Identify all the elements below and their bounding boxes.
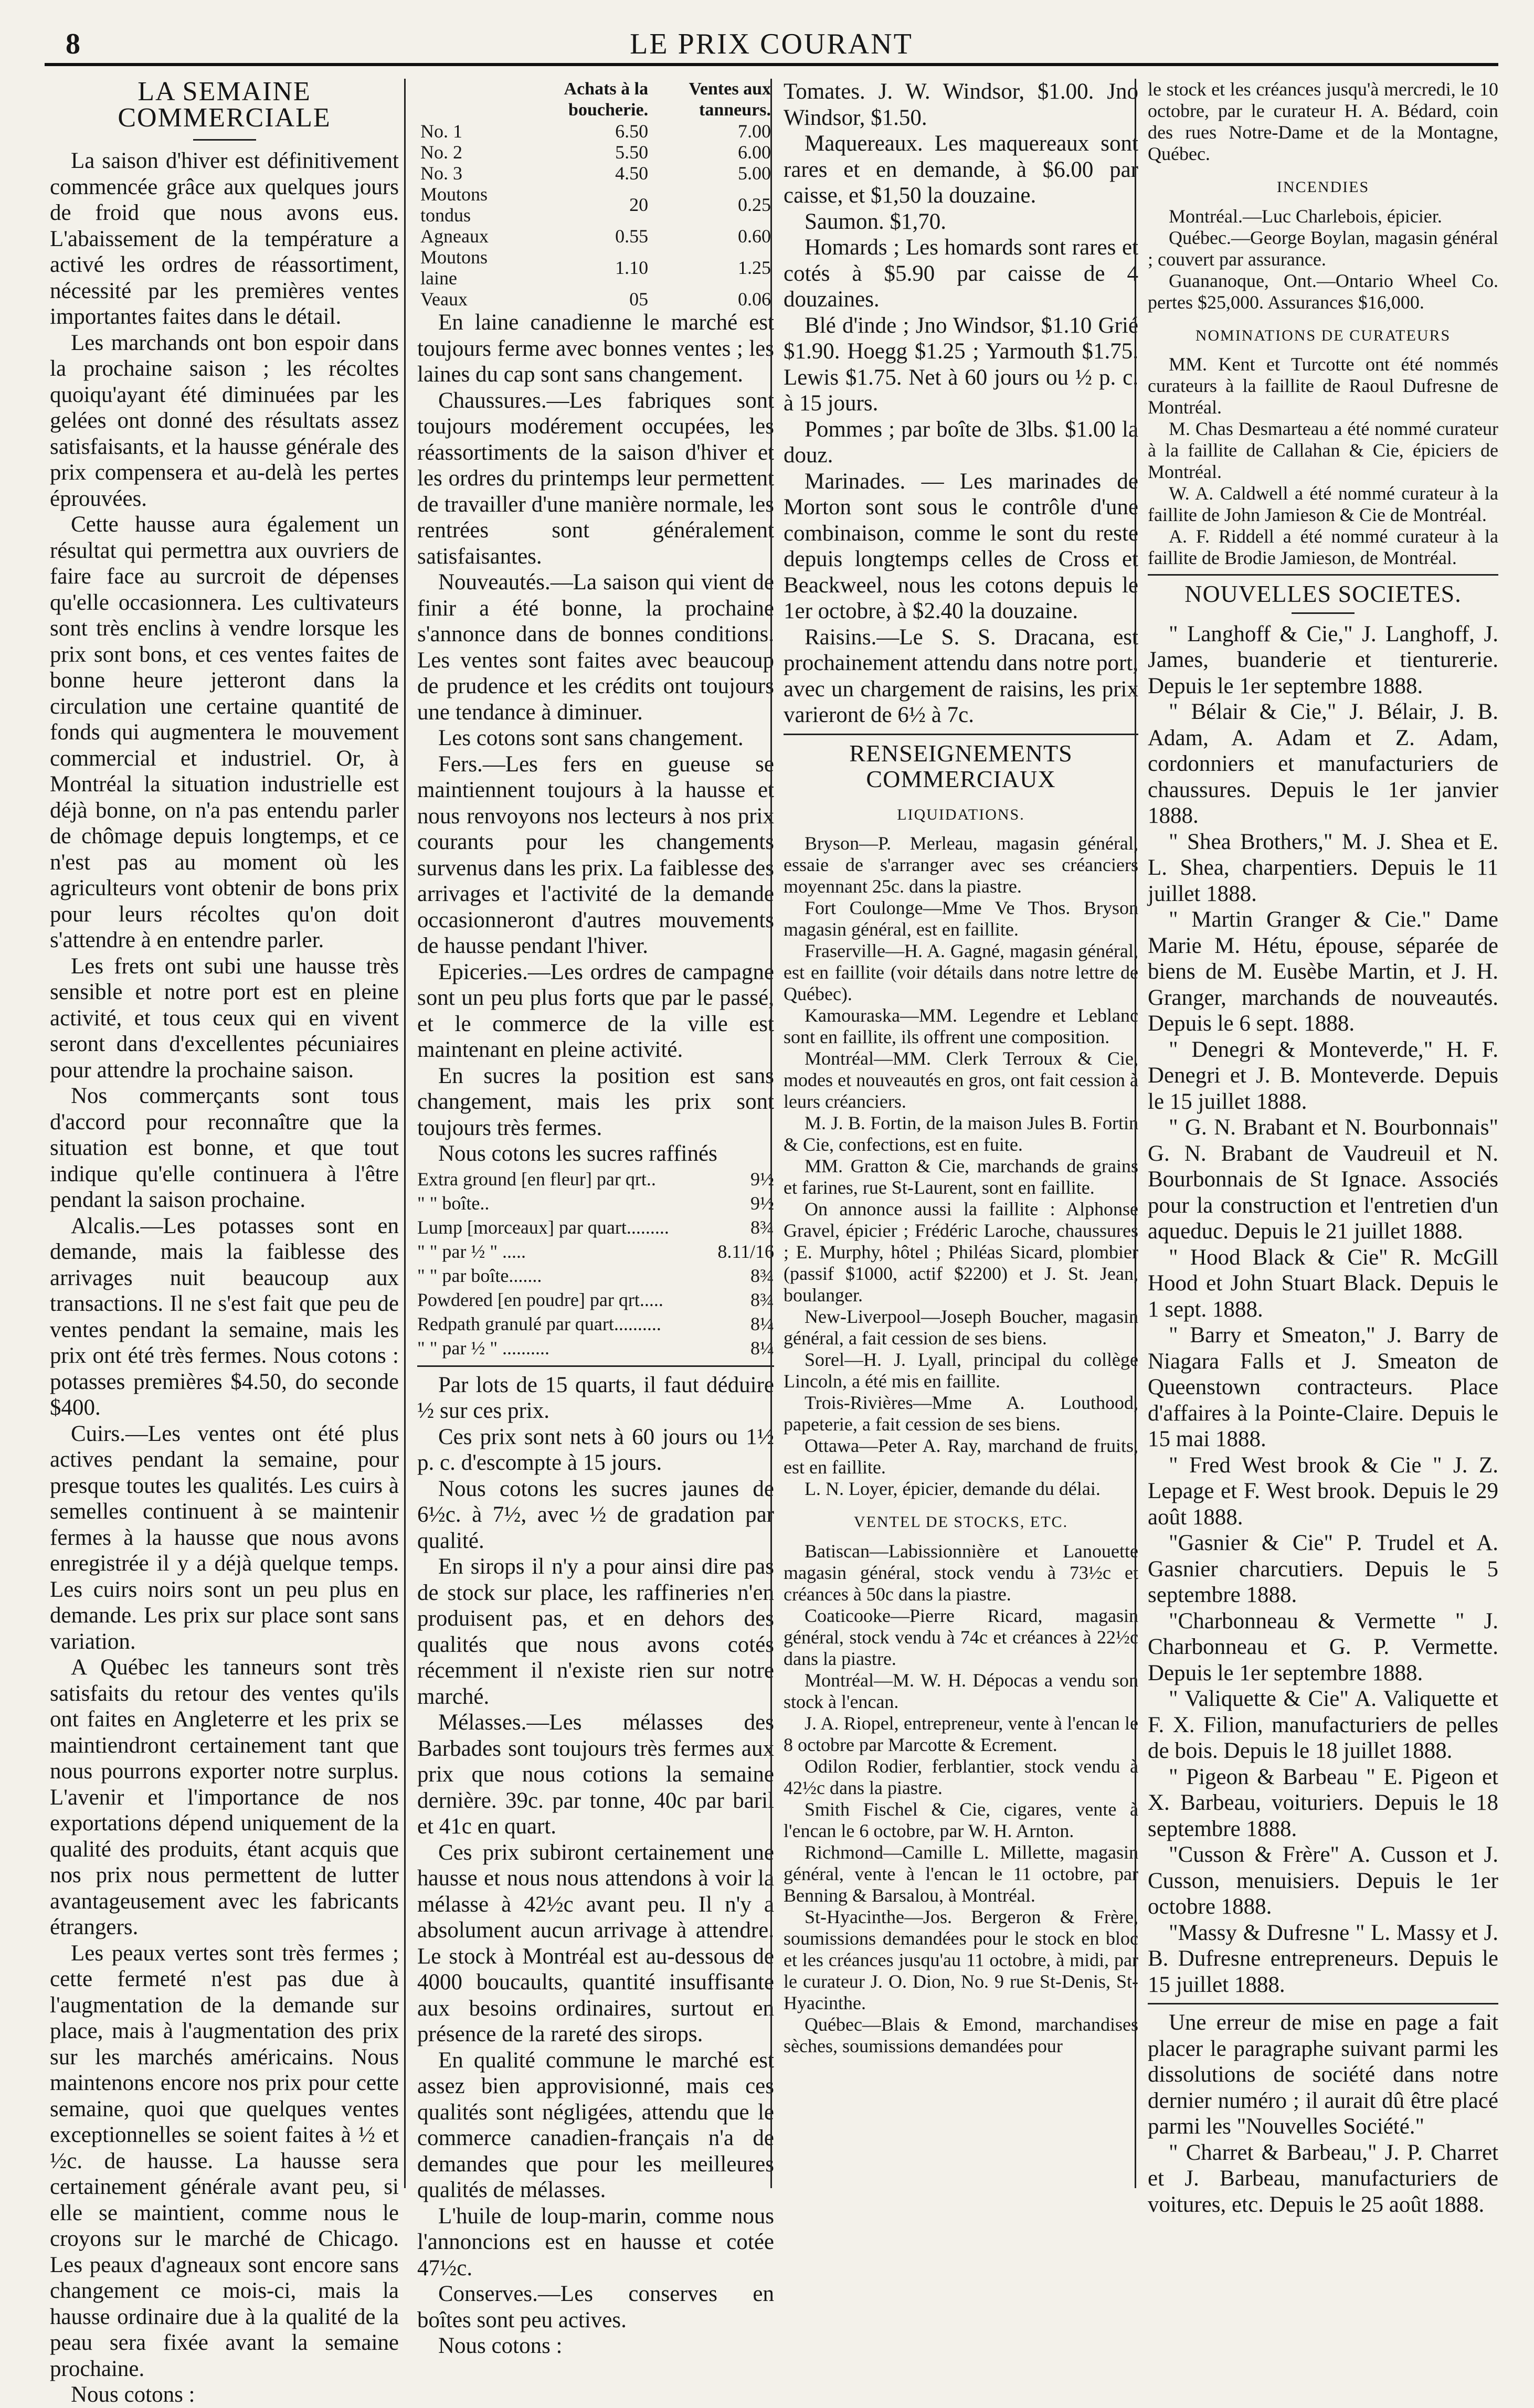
incendies-heading: INCENDIES bbox=[1276, 178, 1370, 196]
sugar-label: Powdered [en poudre] par qrt..... bbox=[417, 1289, 663, 1310]
section-rule bbox=[1148, 574, 1498, 576]
table-cell: 5.00 bbox=[738, 163, 771, 184]
article-paragraph: Nous cotons les sucres raffinés bbox=[438, 1141, 717, 1166]
article-paragraph: Maquereaux. Les maquereaux sont rares et en demande, à $6.00 par caisse, et $1,50 la douzaine. bbox=[784, 131, 1138, 208]
list-item: "Charbonneau & Vermette " J. Charbonneau et G. P. Vermette. Depuis le 1er septembre 1888. bbox=[1148, 1608, 1498, 1685]
cuirs-paragraph: Cuirs.—Les ventes ont été plus actives pendant la semaine, pour presque toutes les qualités. Les cuirs à semelles continuent à se maintenir fermes à la hausse que nous avons enregistrée il y a déjà quelque temps. Les cuirs noirs sont un peu plus en demande. Les prix sur place sont sans variation. bbox=[50, 1421, 399, 1654]
column-2 bbox=[404, 79, 784, 2358]
sugar-label: " " boîte.. bbox=[417, 1192, 490, 1214]
article-paragraph: Blé d'inde ; Jno Windsor, $1.10 Grié $1.90. Hoegg $1.25 ; Yarmouth $1.75. Lewis $1.75. Net à 60 jours ou ½ p. c. à 15 jours. bbox=[784, 313, 1138, 416]
article-paragraph: En sucres la position est sans changement, mais les prix sont toujours très fermes. bbox=[417, 1063, 774, 1140]
marinades-paragraph: Marinades. — Les marinades de Morton sont sous le contrôle d'une combinaison, comme le sont du reste depuis longtemps celles de Cross et Beackweel, nous les cotons depuis le 1er octobre, à $2.40 la douzaine. bbox=[784, 469, 1138, 623]
list-item: St-Hyacinthe—Jos. Bergeron & Frère, soumissions demandées pour le stock en bloc et les créances jusqu'au 11 octobre, à midi, par le curateur J. O. Dion, No. 9 rue St-Denis, St-Hyacinthe. bbox=[784, 1906, 1138, 2013]
article-paragraph: Ces prix subiront certainement une hausse et nous nous attendons à voir la mélasse à 42½c avant peu. Il n'y a absolument aucun arrivage à attendre. Le stock à Montréal est au-dessous de 4000 boucaults, quantité insuffisante aux besoins ordinaires, surtout en présence de la rareté des sirops. bbox=[417, 1840, 774, 2046]
list-item: Richmond—Camille L. Millette, magasin général, vente à l'encan le 11 octobre, par Benning & Barsalou, à Montréal. bbox=[784, 1841, 1138, 1906]
sugar-label: " " par ½ " ..... bbox=[417, 1240, 526, 1262]
list-item: "Cusson & Frère" A. Cusson et J. Cusson, menuisiers. Depuis le 1er octobre 1888. bbox=[1148, 1842, 1498, 1919]
table-cell: No. 2 bbox=[420, 142, 462, 163]
list-item: MM. Kent et Turcotte ont été nommés curateurs à la faillite de Raoul Dufresne de Montréal. bbox=[1148, 354, 1498, 418]
ventes-heading: VENTEL DE STOCKS, ETC. bbox=[853, 1513, 1068, 1531]
liquidations-heading: LIQUIDATIONS. bbox=[897, 805, 1025, 823]
table-header: Achats à la boucherie. bbox=[564, 79, 649, 120]
table-cell: 0.60 bbox=[738, 226, 771, 247]
list-item: M. J. B. Fortin, de la maison Jules B. Fortin & Cie, confections, est en fuite. bbox=[784, 1112, 1138, 1155]
article-paragraph: Les frets ont subi une hausse très sensible et notre port est en pleine activité, et tous ceux qui en vivent seront dans d'excellentes pécuniaires pour attendre la prochaine saison. bbox=[50, 953, 399, 1083]
sugar-label: Extra ground [en fleur] par qrt.. bbox=[417, 1168, 656, 1190]
list-item: On annonce aussi la faillite : Alphonse Gravel, épicier ; Frédéric Laroche, chaussures ; E. Murphy, hôtel ; Philéas Sicard, plombier (passif $1000, actif $2200) et J. St. Jean, boulanger. bbox=[784, 1198, 1138, 1306]
list-item: Coaticooke—Pierre Ricard, magasin général, stock vendu à 74c et créances à 22½c dans la piastre. bbox=[784, 1605, 1138, 1669]
fers-paragraph: Fers.—Les fers en gueuse se maintiennent toujours à la hausse et nous renvoyons nos lecteurs à nos prix courants pour les changements survenus dans les prix. La faiblesse des arrivages et l'activité de la demande occasionneront d'autres mouvements de hausse pendant l'hiver. bbox=[417, 751, 774, 958]
list-item: Trois-Rivières—Mme A. Louthood, papeterie, a fait cession de ses biens. bbox=[784, 1392, 1138, 1435]
list-item: Bryson—P. Merleau, magasin général, essaie de s'arranger avec ses créanciers moyennant 25c. dans la piastre. bbox=[784, 833, 1138, 897]
table-cell: Moutons laine bbox=[420, 247, 488, 289]
list-item: " Denegri & Monteverde," H. F. Denegri et J. B. Monteverde. Depuis le 15 juillet 1888. bbox=[1148, 1037, 1498, 1114]
renseignements-heading: RENSEIGNEMENTS COMMERCIAUX bbox=[849, 739, 1073, 792]
sugar-price: 8¾ bbox=[750, 1216, 774, 1238]
list-item: New-Liverpool—Joseph Boucher, magasin général, a fait cession de ses biens. bbox=[784, 1306, 1138, 1349]
societes-heading: NOUVELLES SOCIETES. bbox=[1184, 580, 1462, 607]
article-paragraph: Cette hausse aura également un résultat qui permettra aux ouvriers de faire face au surcroit de dépenses qu'elle occasionnera. Les cultivateurs sont très enclins à vendre lorsque les prix sont bons, et ces ventes faites de bonne heure jetteront dans la circulation une certaine quantité de fonds qui augmentera le mouvement commercial et industriel. Or, à Montréal la situation industrielle est déjà bonne, on n'a pas entendu parler de chômage depuis longtemps, et ce n'est pas au moment où les agriculteurs vont obtenir de bons prix pour leurs récoltes qu'on doit s'attendre à en entendre parler. bbox=[50, 512, 399, 952]
article-paragraph: Homards ; Les homards sont rares et cotés à $5.90 par caisse de 4 douzaines. bbox=[784, 235, 1138, 312]
article-paragraph: L'huile de loup-marin, comme nous l'annoncions est en hausse et cotée 47½c. bbox=[417, 2203, 774, 2280]
list-item: Québec.—George Boylan, magasin général ; couvert par assurance. bbox=[1148, 227, 1498, 270]
sugar-price: 8¾ bbox=[750, 1265, 774, 1286]
section-rule bbox=[784, 734, 1138, 735]
table-cell: 0.55 bbox=[615, 226, 649, 247]
list-item bbox=[417, 1312, 774, 1336]
peaux-paragraph: Les peaux vertes sont très fermes ; cette fermeté n'est pas due à l'augmentation de la demande sur place, mais à l'augmentation des prix sur les marchés américains. Nous maintenons encore nos prix pour cette semaine, quoi que quelques ventes exceptionnelles se soient faites à ½ et ½c. de hausse. La hausse sera certainement générale avant peu, si elle se maintient, comme nous le croyons sur le marché de Chicago. Les peaux d'agneaux sont encore sans changement ce mois-ci, mais la hausse ordinaire due à la qualité de la peau sera fixée avant la semaine prochaine. bbox=[50, 1940, 399, 2381]
list-item: Smith Fischel & Cie, cigares, vente à l'encan le 6 octobre, par W. H. Arnton. bbox=[784, 1798, 1138, 1841]
table-cell: No. 1 bbox=[420, 121, 462, 142]
article-paragraph: Les cotons sont sans changement. bbox=[438, 726, 744, 750]
raisins-paragraph: Raisins.—Le S. S. Dracana, est prochainement attendu dans notre port, avec un chargement de raisins, les prix varieront de 6½ à 7c. bbox=[784, 624, 1138, 727]
table-header: Ventes aux tanneurs. bbox=[689, 79, 771, 120]
list-item: " Bélair & Cie," J. Bélair, J. B. Adam, A. Adam et Z. Adam, cordonniers et manufacturiers de chaussures. Depuis le 1er janvier 1888. bbox=[1148, 699, 1498, 828]
table-cell: 1.25 bbox=[738, 257, 771, 278]
alcalis-paragraph: Alcalis.—Les potasses sont en demande, mais la faiblesse des arrivages nuit beaucoup aux transactions. Il ne s'est fait que peu de ventes pendant la semaine, mais les prix ont été très fermes. Nous cotons : potasses premières $4.50, do seconde $400. bbox=[50, 1213, 399, 1420]
heading-rule bbox=[193, 139, 256, 141]
list-item: " G. N. Brabant et N. Bourbonnais" G. N. Brabant de Vaudreuil et N. Bourbonnais de St Ignace. Associés pour la construction et l'entretien d'un aqueduc. Depuis le 21 juillet 1888. bbox=[1148, 1115, 1498, 1244]
article-paragraph: Nous cotons : bbox=[438, 2333, 563, 2358]
article-paragraph: La saison d'hiver est définitivement commencée grâce aux quelques jours de froid que nous avons eus. L'abaissement de la température a activé les ordres de réassortiment, nécessité par les premières ventes importantes faites dans le détail. bbox=[50, 148, 399, 329]
hides-price-table bbox=[417, 79, 774, 310]
list-item bbox=[417, 1288, 774, 1312]
list-item: " Valiquette & Cie" A. Valiquette et F. X. Filion, manufacturiers de pelles de bois. Depuis le 18 juillet 1888. bbox=[1148, 1686, 1498, 1763]
table-cell: 6.00 bbox=[738, 142, 771, 163]
table-cell: 5.50 bbox=[615, 142, 649, 163]
list-item: Ottawa—Peter A. Ray, marchand de fruits, est en faillite. bbox=[784, 1435, 1138, 1478]
semaine-heading: LA SEMAINE COMMERCIALE bbox=[118, 77, 331, 133]
article-paragraph: Nos commerçants sont tous d'accord pour reconnaître que la situation est bonne, et que tout indique qu'elle continuera à l'être pendant la saison prochaine. bbox=[50, 1084, 399, 1212]
list-item: Montréal.—Luc Charlebois, épicier. bbox=[1169, 205, 1442, 227]
article-paragraph: En qualité commune le marché est assez bien approvisionné, mais ces qualités sont négligées, attendu que le commerce canadien-français n'a de demandes que pour les meilleures qualités de mélasses. bbox=[417, 2048, 774, 2202]
list-item: Sorel—H. J. Lyall, principal du collège Lincoln, a été mis en faillite. bbox=[784, 1349, 1138, 1392]
column-4 bbox=[1135, 79, 1498, 2217]
article-paragraph: En laine canadienne le marché est toujours ferme avec bonnes ventes ; les laines du cap sont sans changement. bbox=[417, 310, 774, 387]
table-cell: 1.10 bbox=[615, 257, 649, 278]
list-item: " Pigeon & Barbeau " E. Pigeon et X. Barbeau, voituriers. Depuis le 18 septembre 1888. bbox=[1148, 1764, 1498, 1841]
sugar-label: Redpath granulé par quart.......... bbox=[417, 1313, 661, 1334]
table-cell: 05 bbox=[629, 289, 649, 310]
article-paragraph: Nous cotons les sucres jaunes de 6½c. à 7½, avec ½ de gradation par qualité. bbox=[417, 1476, 774, 1553]
table-header bbox=[417, 79, 520, 121]
list-item: Fort Coulonge—Mme Ve Thos. Bryson magasin général, est en faillite. bbox=[784, 897, 1138, 940]
list-item: " Langhoff & Cie," J. Langhoff, J. James, buanderie et tienturerie. Depuis le 1er septembre 1888. bbox=[1148, 621, 1498, 698]
table-cell: No. 3 bbox=[420, 163, 462, 184]
table-cell: Veaux bbox=[420, 289, 468, 310]
table-cell: 0.06 bbox=[738, 289, 771, 310]
sugar-label: Lump [morceaux] par quart......... bbox=[417, 1216, 669, 1238]
article-paragraph: Tomates. J. W. Windsor, $1.00. Jno Windsor, $1.50. bbox=[784, 79, 1138, 130]
list-item: A. F. Riddell a été nommé curateur à la faillite de Brodie Jamieson, de Montréal. bbox=[1148, 526, 1498, 568]
list-item bbox=[417, 1215, 774, 1239]
article-paragraph: Pommes ; par boîte de 3lbs. $1.00 la douz. bbox=[784, 417, 1138, 468]
sugar-price: 8¼ bbox=[750, 1313, 774, 1334]
list-item: Fraserville—H. A. Gagné, magasin général, est en faillite (voir détails dans notre lettre de Québec). bbox=[784, 940, 1138, 1004]
table-row bbox=[417, 184, 774, 226]
list-item bbox=[417, 1191, 774, 1215]
list-item: Kamouraska—MM. Legendre et Leblanc sont en faillite, ils offrent une composition. bbox=[784, 1005, 1138, 1047]
table-cell: 0.25 bbox=[738, 194, 771, 215]
column-1 bbox=[45, 77, 408, 2407]
epiceries-paragraph: Epiceries.—Les ordres de campagne sont un peu plus forts que par le passé, et le commerce de la ville est maintenant en pleine activité. bbox=[417, 959, 774, 1062]
table-row bbox=[417, 142, 774, 163]
sugar-price: 9½ bbox=[750, 1168, 774, 1190]
table-row bbox=[417, 247, 774, 289]
table-header-row bbox=[417, 79, 774, 121]
list-item bbox=[417, 1239, 774, 1264]
list-item: Odilon Rodier, ferblantier, stock vendu à 42½c dans la piastre. bbox=[784, 1755, 1138, 1798]
sugar-price-list bbox=[417, 1167, 774, 1360]
list-item: " Hood Black & Cie" R. McGill Hood et John Stuart Black. Depuis le 1 sept. 1888. bbox=[1148, 1245, 1498, 1322]
section-rule bbox=[1148, 2003, 1498, 2004]
erratum-note: Une erreur de mise en page a fait placer le paragraphe suivant parmi les dissolutions de société dans notre dernier numéro ; il aurait dû être placé parmi les "Nouvelles Société." bbox=[1148, 2010, 1498, 2139]
sirops-paragraph: En sirops il n'y a pour ainsi dire pas de stock sur place, les raffineries n'en produisent pas, et en dehors des qualités que nous avons cotés récemment il n'existe rien sur notre marché. bbox=[417, 1554, 774, 1709]
table-cell: Moutons tondus bbox=[420, 184, 488, 226]
table-row bbox=[417, 289, 774, 310]
sugar-price: 8¼ bbox=[750, 1337, 774, 1359]
melasses-paragraph: Mélasses.—Les mélasses des Barbades sont toujours très fermes aux prix que nous cotions la semaine dernière. 39c. par tonne, 40c par baril et 41c en quart. bbox=[417, 1710, 774, 1839]
sugar-label: " " par ½ " .......... bbox=[417, 1337, 550, 1359]
table-cell: 20 bbox=[629, 194, 649, 215]
article-paragraph: Ces prix sont nets à 60 jours ou 1½ p. c. d'escompte à 15 jours. bbox=[417, 1424, 774, 1475]
curateurs-heading: NOMINATIONS DE CURATEURS bbox=[1195, 326, 1451, 344]
list-item: " Shea Brothers," M. J. Shea et E. L. Shea, charpentiers. Depuis le 11 juillet 1888. bbox=[1148, 829, 1498, 906]
list-item: "Gasnier & Cie" P. Trudel et A. Gasnier charcutiers. Depuis le 5 septembre 1888. bbox=[1148, 1531, 1498, 1607]
list-item: MM. Gratton & Cie, marchands de grains et farines, rue St-Laurent, sont en faillite. bbox=[784, 1155, 1138, 1198]
table-cell: 4.50 bbox=[615, 163, 649, 184]
table-cell: 6.50 bbox=[615, 121, 649, 142]
list-item: Guananoque, Ont.—Ontario Wheel Co. pertes $25,000. Assurances $16,000. bbox=[1148, 270, 1498, 313]
article-paragraph: Saumon. $1,70. bbox=[805, 209, 946, 234]
list-item: le stock et les créances jusqu'à mercredi, le 10 octobre, par le curateur H. A. Bédard, coin des rues Notre-Dame et de la Montagne, Québec. bbox=[1148, 79, 1498, 164]
list-item: Batiscan—Labissionnière et Lanouette magasin général, stock vendu à 73½c et créances à 50c dans la piastre. bbox=[784, 1540, 1138, 1605]
chaussures-paragraph: Chaussures.—Les fabriques sont toujours modérement occupées, les réassortiments de la saison d'hiver et les ordres du printemps leur permettent de travailler d'une manière normale, les rentrées sont généralement satisfaisantes. bbox=[417, 388, 774, 569]
article-paragraph: Nous cotons : bbox=[71, 2382, 195, 2407]
table-row bbox=[417, 121, 774, 142]
newspaper-title: LE PRIX COURANT bbox=[630, 28, 913, 60]
list-item: " Charret & Barbeau," J. P. Charret et J. Barbeau, manufacturiers de voitures, etc. Depuis le 25 août 1888. bbox=[1148, 2140, 1498, 2217]
list-item: "Massy & Dufresne " L. Massy et J. B. Dufresne entrepreneurs. Depuis le 15 juillet 1888. bbox=[1148, 1920, 1498, 1997]
sugar-price: 9½ bbox=[750, 1192, 774, 1214]
list-item: " Martin Granger & Cie." Dame Marie M. Hétu, épouse, séparée de biens de M. Eusèbe Martin, et J. H. Granger, marchands de nouveautés. Depuis le 6 sept. 1888. bbox=[1148, 907, 1498, 1036]
list-item bbox=[417, 1167, 774, 1191]
section-rule bbox=[417, 1365, 774, 1367]
conserves-paragraph: Conserves.—Les conserves en boîtes sont peu actives. bbox=[417, 2282, 774, 2332]
heading-rule bbox=[1292, 612, 1355, 614]
article-paragraph: Par lots de 15 quarts, il faut déduire ½ sur ces prix. bbox=[417, 1372, 774, 1423]
list-item: Montréal—M. W. H. Dépocas a vendu son stock à l'encan. bbox=[784, 1669, 1138, 1712]
table-cell: 7.00 bbox=[738, 121, 771, 142]
sugar-price: 8.11/16 bbox=[717, 1240, 774, 1262]
article-paragraph: Les marchands ont bon espoir dans la prochaine saison ; les récoltes quoiqu'ayant été diminuées par les gelées ont donné des résultats assez satisfaisants, et la hausse générale des prix compensera et au-delà les pertes éprouvées. bbox=[50, 330, 399, 511]
column-3 bbox=[770, 79, 1148, 2188]
list-item: W. A. Caldwell a été nommé curateur à la faillite de John Jamieson & Cie de Montréal. bbox=[1148, 483, 1498, 525]
list-item: J. A. Riopel, entrepreneur, vente à l'encan le 8 octobre par Marcotte & Ecrement. bbox=[784, 1712, 1138, 1755]
list-item: Montréal—MM. Clerk Terroux & Cie, modes et nouveautés en gros, ont fait cession à leurs créanciers. bbox=[784, 1048, 1138, 1112]
list-item bbox=[417, 1336, 774, 1360]
page-number: 8 bbox=[66, 28, 80, 60]
table-row bbox=[417, 226, 774, 247]
list-item: M. Chas Desmarteau a été nommé curateur à la faillite de Callahan & Cie, épiciers de Montréal. bbox=[1148, 418, 1498, 482]
nouveautes-paragraph: Nouveautés.—La saison qui vient de finir a été bonne, la prochaine s'annonce dans de bonnes conditions. Les ventes sont faites avec beaucoup de prudence et les crédits ont toujours une tendance à diminuer. bbox=[417, 570, 774, 725]
sugar-price: 8¾ bbox=[750, 1289, 774, 1310]
list-item: " Barry et Smeaton," J. Barry de Niagara Falls et J. Smeaton de Queenstown contracteurs. Place d'affaires à la Pointe-Claire. Depuis le 15 mai 1888. bbox=[1148, 1323, 1498, 1451]
sugar-label: " " par boîte....... bbox=[417, 1265, 542, 1286]
table-row bbox=[417, 163, 774, 184]
list-item: L. N. Loyer, épicier, demande du délai. bbox=[805, 1478, 1101, 1499]
list-item: Québec—Blais & Emond, marchandises sèches, soumissions demandées pour bbox=[784, 2013, 1138, 2056]
page-header bbox=[45, 16, 1498, 66]
table-cell: Agneaux bbox=[420, 226, 489, 247]
list-item: " Fred West brook & Cie " J. Z. Lepage et F. West brook. Depuis le 29 août 1888. bbox=[1148, 1452, 1498, 1530]
list-item bbox=[417, 1264, 774, 1288]
article-paragraph: A Québec les tanneurs sont très satisfaits du retour des ventes qu'ils ont faites en Angleterre et les prix se maintiendront certainement tant que nous pourrons exporter notre surplus. L'avenir et l'importance de nos exportations dépend uniquement de la qualité des produits, étant acquis que nos prix nous permettent de lutter avantageusement avec les fabricants étrangers. bbox=[50, 1655, 399, 1939]
